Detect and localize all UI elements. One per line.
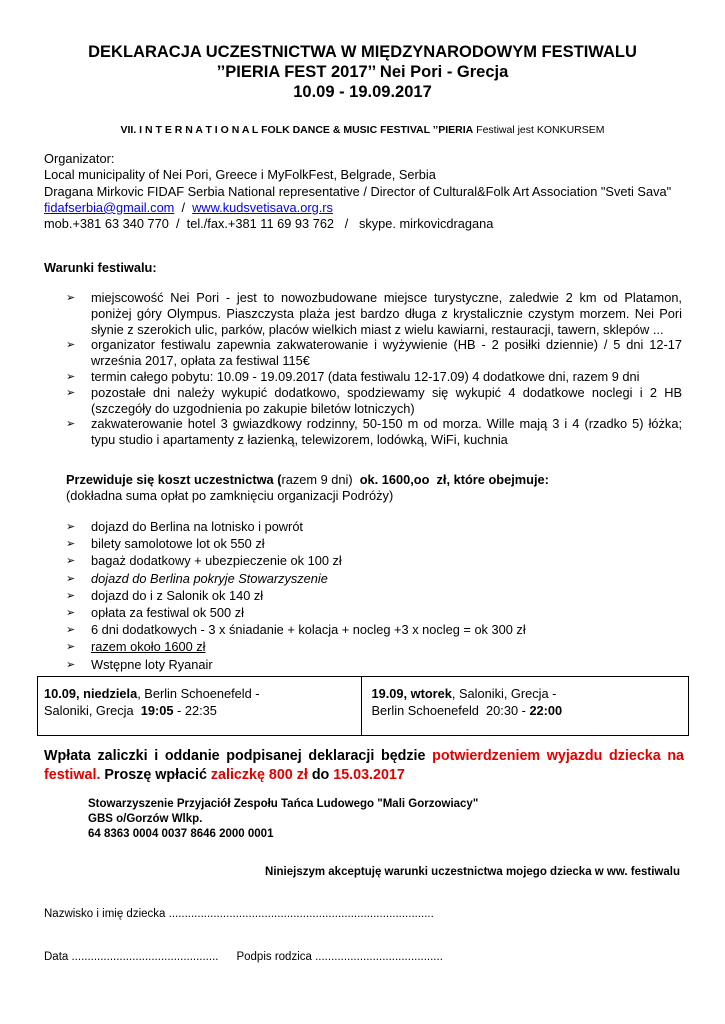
organizer-label: Organizator: <box>44 151 115 166</box>
arrow-bullet-icon: ➢ <box>66 338 76 352</box>
arrow-bullet-icon: ➢ <box>66 537 76 551</box>
bank-line-1: Stowarzyszenie Przyjaciół Zespołu Tańca Ludowego "Mali Gorzowiacy" <box>88 798 479 810</box>
arrow-bullet-icon: ➢ <box>66 369 76 383</box>
list-item: ➢ dojazd do Berlina na lotnisko i powrót <box>66 519 303 534</box>
organizer-block <box>44 151 684 232</box>
list-item: ➢ dojazd do i z Salonik ok 140 zł <box>66 587 264 603</box>
arrow-bullet-icon: ➢ <box>66 571 76 585</box>
bank-line-2: GBS o/Gorzów Wlkp. <box>88 813 203 825</box>
cost-note: (dokładna suma opłat po zamknięciu organizacji Podróży) <box>66 488 394 503</box>
arrow-bullet-icon: ➢ <box>66 520 76 533</box>
list-item: ➢ dojazd do Berlina pokryje Stowarzyszenie <box>66 570 328 586</box>
child-name-field[interactable]: Nazwisko i imię dziecka ................................................................................... <box>44 908 434 920</box>
arrow-bullet-icon: ➢ <box>66 554 76 568</box>
organizer-links <box>44 200 684 216</box>
bank-account: 64 8363 0004 0037 8646 2000 0001 <box>88 828 274 840</box>
title-line-3: 10.09 - 19.09.2017 <box>293 83 432 101</box>
list-item: ➢ opłata za festiwal ok 500 zł <box>66 605 244 621</box>
subtitle-bold: VII. I N T E R N A T I O N A L FOLK DANCE & MUSIC FESTIVAL ’’PIERIA <box>120 124 474 136</box>
organizer-contacts: mob.+381 63 340 770 / tel./fax.+381 11 69 93 762 / skype. mirkovicdragana <box>44 216 494 232</box>
page-title <box>40 42 685 102</box>
list-item: ➢ pozostałe dni należy wykupić dodatkowo, spodziewamy się wykupić 4 dodatkowe noclegi i 2 HB (szczegóły do uzgodnienia po zakupie biletów lotniczych) <box>66 384 682 416</box>
list-item: ➢ organizator festiwalu zapewnia zakwaterowanie i wyżywienie (HB - 2 posiłki dziennie) / 5 dni 12-17 września 2017, opłata za festiwal 115€ <box>66 337 682 369</box>
arrow-bullet-icon: ➢ <box>66 640 76 654</box>
website-link[interactable]: www.kudsvetisava.org.rs <box>192 199 333 215</box>
arrow-bullet-icon: ➢ <box>66 385 76 399</box>
arrow-bullet-icon: ➢ <box>66 606 76 620</box>
organizer-line-1: Local municipality of Nei Pori, Greece i MyFolkFest, Belgrade, Serbia <box>44 167 436 183</box>
arrow-bullet-icon: ➢ <box>66 291 76 304</box>
cost-heading: Przewiduje się koszt uczestnictwa (razem 9 dni) ok. 1600,oo zł, które obejmuje: (dokładna suma opłat po zamknięciu organizacji Podróży) <box>66 472 686 504</box>
bank-details <box>88 797 478 842</box>
flights-table <box>37 676 689 736</box>
conditions-list <box>66 290 682 448</box>
cost-list <box>66 518 626 673</box>
return-flight-cell: 19.09, wtorek, Saloniki, Grecja - Berlin Schoenefeld 20:30 - 22:00 <box>361 677 689 735</box>
arrow-bullet-icon: ➢ <box>66 657 76 671</box>
list-item: ➢ bilety samolotowe lot ok 550 zł <box>66 536 265 552</box>
organizer-line-2: Dragana Mirkovic FIDAF Serbia National representative / Director of Cultural&Folk Art Association "Sveti Sava" <box>44 183 672 199</box>
arrow-bullet-icon: ➢ <box>66 417 76 431</box>
list-item: ➢ Wstępne loty Ryanair <box>66 656 213 672</box>
conditions-title: Warunki festiwalu: <box>44 260 157 275</box>
title-line-1: DEKLARACJA UCZESTNICTWA W MIĘDZYNARODOWYM FESTIWALU <box>88 43 637 61</box>
subtitle-rest: Festiwal jest KONKURSEM <box>473 124 605 136</box>
date-signature-row <box>44 951 443 963</box>
links-separator: / <box>174 199 193 215</box>
title-line-2: ’’PIERIA FEST 2017’’ Nei Pori - Grecja <box>216 63 509 81</box>
acceptance-statement: Niniejszym akceptuję warunki uczestnictwa mojego dziecka w ww. festiwalu <box>265 866 680 878</box>
date-field[interactable]: Data .............................................. <box>44 951 219 963</box>
email-link[interactable]: fidafserbia@gmail.com <box>44 199 175 215</box>
list-item: ➢ zakwaterowanie hotel 3 gwiazdkowy rodzinny, 50-150 m od morza. Wille mają 3 i 4 (rzadko 5) łóżka; typu studio i apartamenty z łazienką, telewizorem, lodówką, WiFi, kuchnia <box>66 416 682 448</box>
festival-subtitle <box>40 124 685 137</box>
list-item: ➢ 6 dni dodatkowych - 3 x śniadanie + kolacja + nocleg +3 x nocleg = ok 300 zł <box>66 622 526 638</box>
list-item: ➢ razem około 1600 zł <box>66 639 206 655</box>
list-item: ➢ termin całego pobytu: 10.09 - 19.09.2017 (data festiwalu 12-17.09) 4 dodatkowe dni, razem 9 dni <box>66 368 640 384</box>
arrow-bullet-icon: ➢ <box>66 588 76 602</box>
parent-signature-field[interactable]: Podpis rodzica ........................................ <box>236 951 443 963</box>
payment-notice: Wpłata zaliczki i oddanie podpisanej deklaracji będzie potwierdzeniem wyjazdu dziecka na festiwal. Proszę wpłacić zaliczkę 800 zł do 15.03.2017 <box>44 748 685 783</box>
outbound-flight-cell: 10.09, niedziela, Berlin Schoenefeld - Saloniki, Grecja 19:05 - 22:35 <box>44 686 260 718</box>
list-item: ➢ miejscowość Nei Pori - jest to nowozbudowane miejsce turystyczne, zaledwie 2 km od Platamon, poniżej góry Olympus. Piaszczysta plaża jest bardzo długa z krystalicznie czystym morzem. Nei Pori słynie z szerokich ulic, parków, placów wielkich miast z wielu kawiarni, restauracji, tawern, sklepów ... <box>66 290 682 337</box>
list-item: ➢ bagaż dodatkowy + ubezpieczenie ok 100 zł <box>66 553 342 569</box>
arrow-bullet-icon: ➢ <box>66 623 76 637</box>
